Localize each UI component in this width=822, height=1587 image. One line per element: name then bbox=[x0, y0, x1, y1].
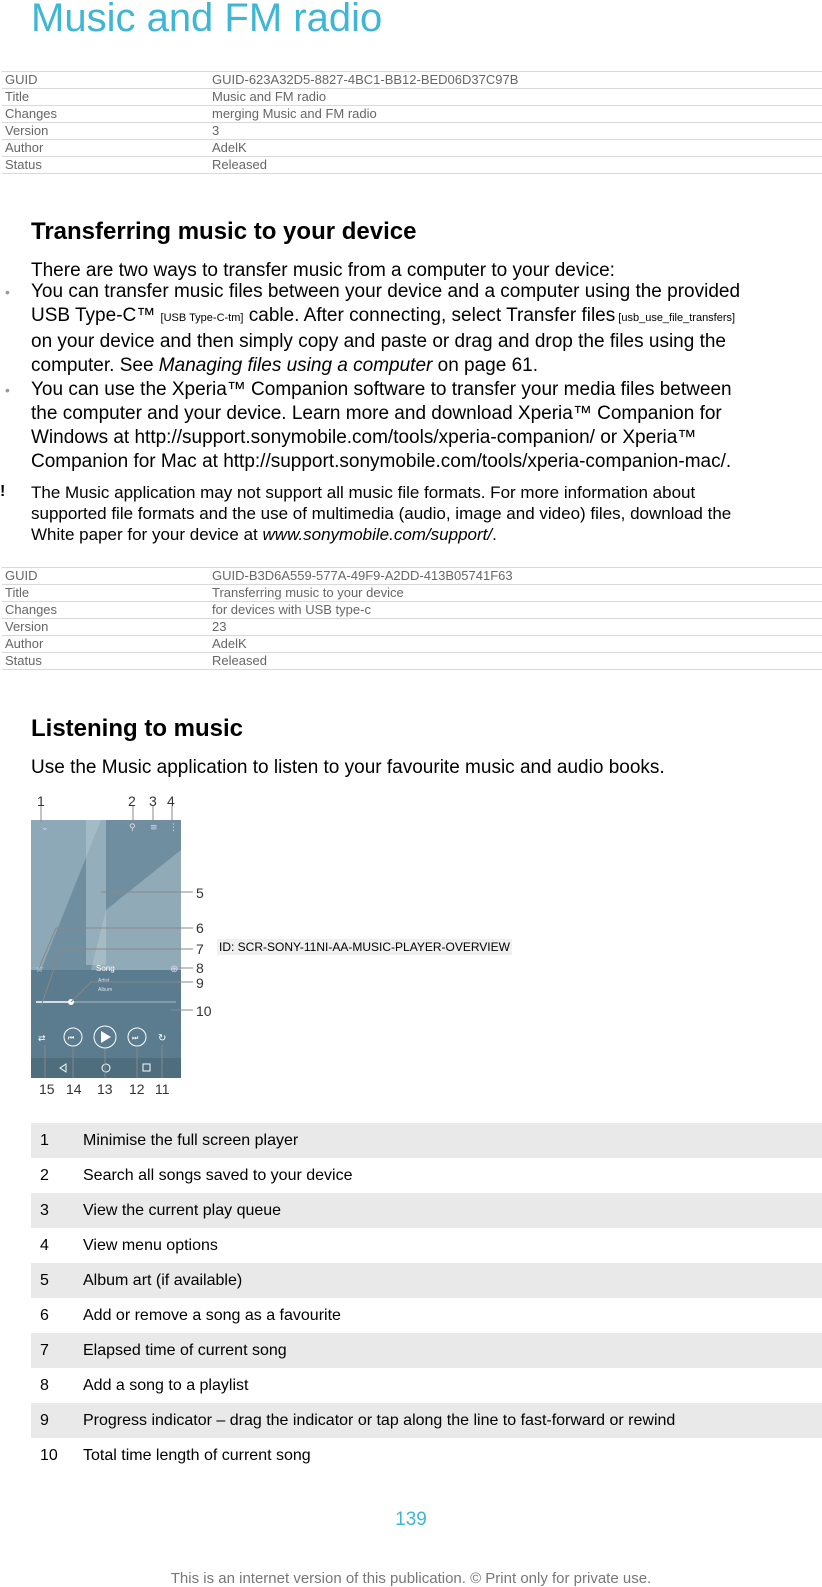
callout-5: 5 bbox=[196, 885, 204, 901]
menu-dots-icon: ⋮ bbox=[169, 823, 178, 833]
repeat-icon: ↻ bbox=[158, 1033, 167, 1044]
meta-value: GUID-B3D6A559-577A-49F9-A2DD-413B05741F63 bbox=[209, 568, 822, 585]
meta-row bbox=[2, 72, 822, 89]
meta-value: AdelK bbox=[209, 140, 822, 157]
bullet-icon: • bbox=[5, 382, 10, 398]
bullet-icon: • bbox=[5, 284, 10, 300]
bullet-text: Windows at http://support.sonymobile.com/tools/xperia-companion/ or Xperia™ bbox=[31, 427, 697, 448]
page-title: Music and FM radio bbox=[31, 0, 383, 40]
legend-number: 7 bbox=[31, 1333, 83, 1368]
previous-icon: ⏮ bbox=[68, 1035, 75, 1042]
legend-text: Elapsed time of current song bbox=[83, 1333, 822, 1368]
table-row bbox=[31, 1123, 822, 1158]
legend-number: 4 bbox=[40, 1237, 49, 1254]
support-link[interactable]: www.sonymobile.com/support/ bbox=[262, 525, 493, 544]
meta-value: 3 bbox=[209, 123, 822, 140]
meta-key: Version bbox=[2, 619, 209, 636]
callout-4: 4 bbox=[167, 793, 175, 809]
meta-row bbox=[2, 653, 822, 670]
song-album: Album bbox=[98, 987, 113, 993]
legend-text: Progress indicator – drag the indicator or tap along the line to fast-forward or rewind bbox=[83, 1403, 822, 1438]
callout-3: 3 bbox=[149, 793, 157, 809]
legend-number: 5 bbox=[31, 1263, 83, 1298]
callout-9: 9 bbox=[196, 975, 204, 991]
bullet-text: on your device and then simply copy and paste or drag and drop the files using the bbox=[31, 331, 726, 352]
legend-number: 10 bbox=[40, 1447, 58, 1464]
bullet-text: computer. See Managing files using a computer on page 61. bbox=[31, 355, 538, 376]
callout-14: 14 bbox=[66, 1081, 82, 1097]
shuffle-icon: ⇄ bbox=[38, 1033, 46, 1043]
section-intro-transferring: There are two ways to transfer music from a computer to your device: bbox=[31, 260, 615, 281]
legend-text: Minimise the full screen player bbox=[83, 1123, 822, 1158]
meta-row bbox=[2, 585, 822, 602]
callout-6: 6 bbox=[196, 920, 204, 936]
figure-id: ID: SCR-SONY-11NI-AA-MUSIC-PLAYER-OVERVIEW bbox=[219, 940, 510, 954]
note-text: The Music application may not support all music file formats. For more information about supported file formats and the use of multimedia (audio, image and video) files, download the White paper for your device at www.sonymobile.com/support/. bbox=[31, 483, 732, 544]
add-playlist-icon: ⊕ bbox=[170, 964, 179, 975]
star-icon: ☆ bbox=[35, 964, 44, 975]
chevron-down-icon: ⌄ bbox=[41, 823, 49, 833]
legend-number: 1 bbox=[31, 1123, 83, 1158]
meta-row bbox=[2, 619, 822, 636]
bullet-text: USB Type-C™ [USB Type-C-tm] cable. After connecting, select Transfer files [usb_use_file_transfers] bbox=[31, 305, 736, 326]
meta-key: GUID bbox=[2, 568, 209, 585]
legend-number: 2 bbox=[40, 1167, 49, 1184]
callout-legend-table bbox=[31, 1123, 822, 1473]
meta-key: Author bbox=[2, 140, 209, 157]
footer-note: This is an internet version of this publication. © Print only for private use. bbox=[170, 1570, 652, 1587]
legend-number: 9 bbox=[31, 1403, 83, 1438]
callout-12: 12 bbox=[129, 1081, 145, 1097]
callout-15: 15 bbox=[39, 1081, 55, 1097]
meta-value: AdelK bbox=[209, 636, 822, 653]
table-row bbox=[31, 1333, 822, 1368]
meta-value: Released bbox=[209, 157, 822, 174]
song-title: Song bbox=[96, 964, 115, 973]
table-row bbox=[31, 1193, 822, 1228]
callout-13: 13 bbox=[97, 1081, 113, 1097]
bullet-text: You can transfer music files between your device and a computer using the provided bbox=[31, 281, 741, 302]
bullet-text: You can use the Xperia™ Companion software to transfer your media files between bbox=[31, 379, 732, 400]
meta-key: Title bbox=[2, 585, 209, 602]
callout-1: 1 bbox=[37, 793, 45, 809]
managing-files-link[interactable]: Managing files using a computer bbox=[158, 355, 433, 376]
table-row bbox=[31, 1368, 822, 1403]
meta-row bbox=[2, 157, 822, 174]
page-number: 139 bbox=[395, 1509, 427, 1530]
meta-key: Title bbox=[2, 89, 209, 106]
legend-number: 3 bbox=[31, 1193, 83, 1228]
legend-number: 6 bbox=[40, 1307, 49, 1324]
section-heading-transferring: Transferring music to your device bbox=[31, 218, 417, 245]
metadata-table-2 bbox=[2, 567, 822, 670]
transfer-methods-list bbox=[5, 280, 821, 474]
meta-row bbox=[2, 123, 822, 140]
bullet-text: Companion for Mac at http://support.sonymobile.com/tools/xperia-companion-mac/. bbox=[31, 451, 732, 472]
meta-row bbox=[2, 89, 822, 106]
callout-8: 8 bbox=[196, 960, 204, 976]
legend-text: Add a song to a playlist bbox=[83, 1377, 249, 1394]
callout-11: 11 bbox=[155, 1081, 170, 1097]
legend-text: Search all songs saved to your device bbox=[83, 1167, 353, 1184]
table-row bbox=[31, 1158, 822, 1193]
table-row bbox=[31, 1438, 822, 1473]
music-player-figure bbox=[31, 790, 531, 1100]
meta-value: 23 bbox=[209, 619, 822, 636]
meta-row bbox=[2, 140, 822, 157]
transfer-files-label: Transfer files bbox=[506, 305, 616, 326]
table-row bbox=[31, 1228, 822, 1263]
meta-row bbox=[2, 602, 822, 619]
meta-key: Version bbox=[2, 123, 209, 140]
meta-key: Status bbox=[2, 653, 209, 670]
meta-key: Author bbox=[2, 636, 209, 653]
legend-text: View the current play queue bbox=[83, 1193, 822, 1228]
song-artist: Artist bbox=[98, 978, 110, 984]
meta-key: GUID bbox=[2, 72, 209, 89]
meta-row bbox=[2, 106, 822, 123]
callout-7: 7 bbox=[196, 941, 204, 957]
legend-text: Album art (if available) bbox=[83, 1263, 822, 1298]
table-row bbox=[31, 1263, 822, 1298]
queue-icon: ≡ bbox=[150, 823, 158, 833]
callout-10: 10 bbox=[196, 1003, 212, 1019]
callout-2: 2 bbox=[128, 793, 136, 809]
section-intro-listening: Use the Music application to listen to your favourite music and audio books. bbox=[31, 757, 665, 778]
meta-key: Changes bbox=[2, 106, 209, 123]
section-heading-listening: Listening to music bbox=[31, 715, 244, 742]
list-item bbox=[5, 280, 821, 378]
meta-value: Music and FM radio bbox=[209, 89, 822, 106]
metadata-table-1 bbox=[2, 71, 822, 174]
next-icon: ⏭ bbox=[132, 1035, 139, 1042]
meta-value: Released bbox=[209, 653, 822, 670]
meta-key: Changes bbox=[2, 602, 209, 619]
legend-number: 8 bbox=[40, 1377, 49, 1394]
list-item bbox=[5, 378, 821, 474]
meta-value: for devices with USB type-c bbox=[209, 602, 822, 619]
meta-value: merging Music and FM radio bbox=[209, 106, 822, 123]
legend-text: Total time length of current song bbox=[83, 1447, 311, 1464]
meta-value: GUID-623A32D5-8827-4BC1-BB12-BED06D37C97B bbox=[209, 72, 822, 89]
legend-text: Add or remove a song as a favourite bbox=[83, 1307, 341, 1324]
meta-row bbox=[2, 568, 822, 585]
meta-value: Transferring music to your device bbox=[209, 585, 822, 602]
table-row bbox=[31, 1298, 822, 1333]
search-icon: ⚲ bbox=[129, 823, 136, 833]
table-row bbox=[31, 1403, 822, 1438]
meta-row bbox=[2, 636, 822, 653]
bullet-text: the computer and your device. Learn more and download Xperia™ Companion for bbox=[31, 403, 722, 424]
exclamation-icon: ! bbox=[0, 483, 6, 500]
meta-key: Status bbox=[2, 157, 209, 174]
legend-text: View menu options bbox=[83, 1237, 218, 1254]
